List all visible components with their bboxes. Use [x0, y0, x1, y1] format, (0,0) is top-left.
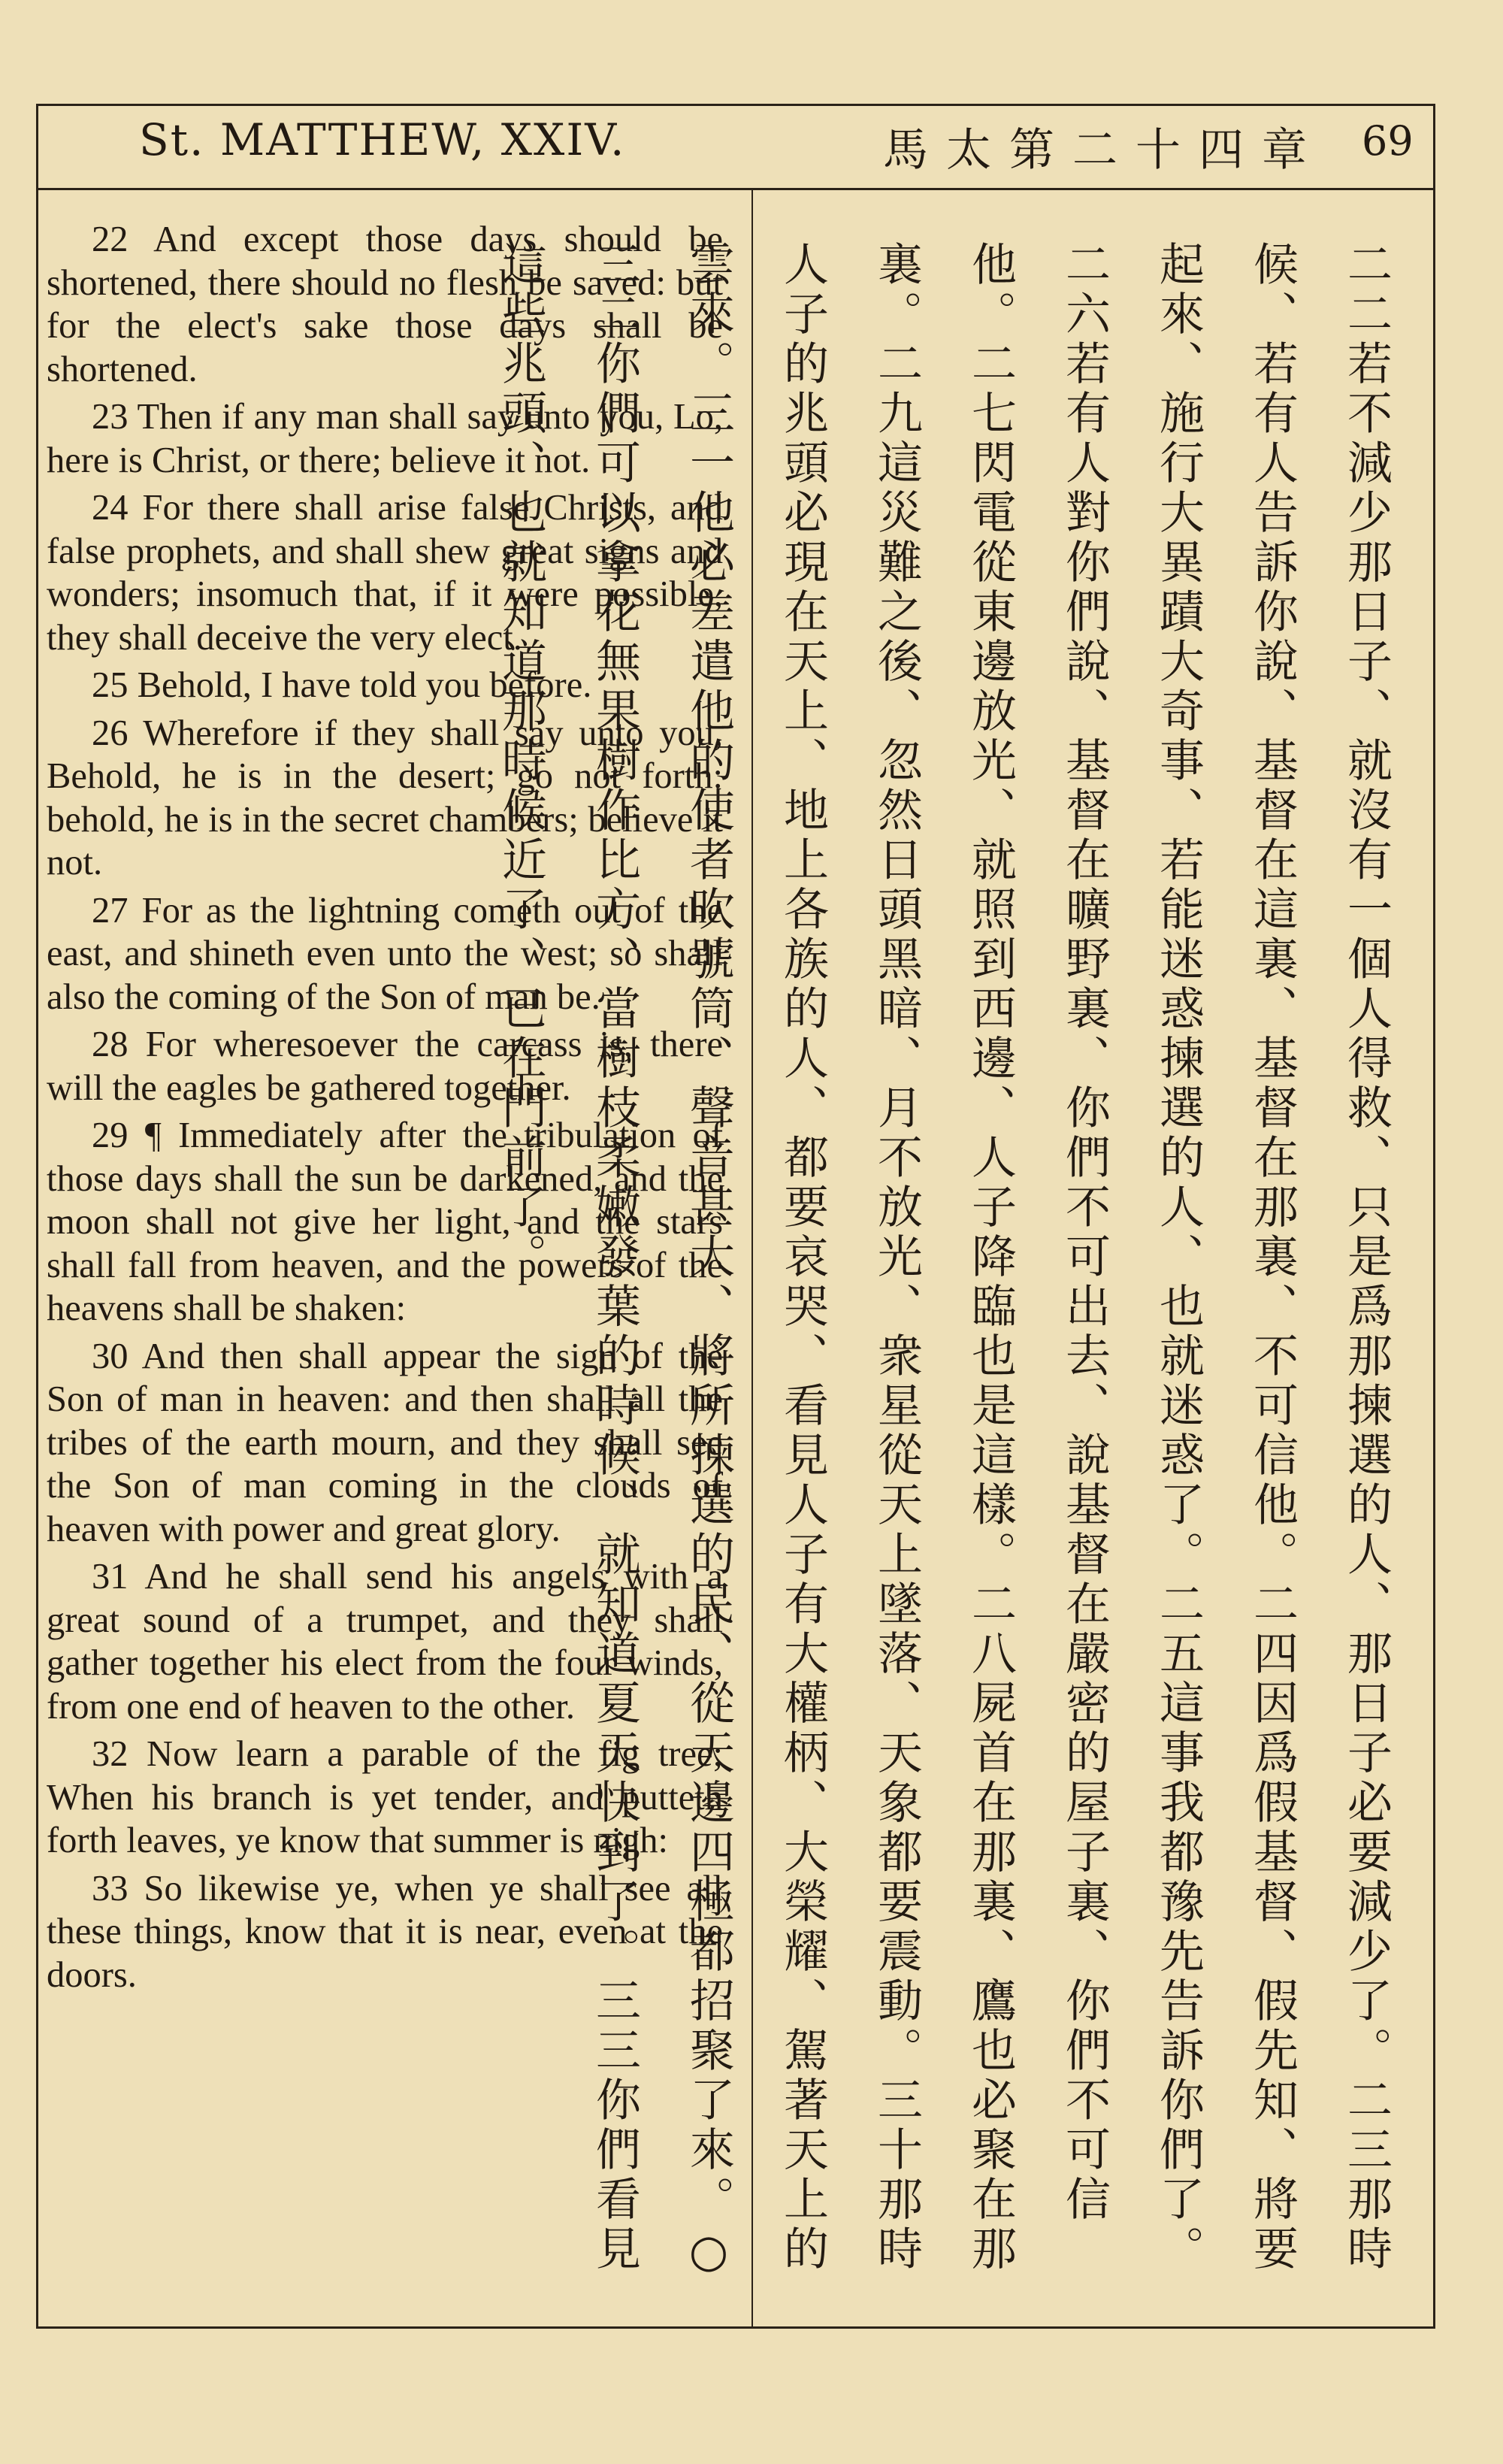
chinese-column: 二二若不減少那日子、就沒有一個人得救、只是爲那揀選的人、那日子必要減少了。二三那時候、若有人告訴你說、基督在這裏、基督在那裏、不可信他。二四因爲假基督、假先知、將要起來、施行大異蹟大奇事、若能迷惑揀選的人、也就迷惑了。二五這事我都豫先告訴你們了。二六若有人對你們說、基督在曠野裏、你們不可出去、說基督在嚴密的屋子裏、你們不可信他。二七閃電從東邊放光、就照到西邊、人子降臨也是這樣。二八屍首在那裏、鷹也必聚在那裏。二九這災難之後、忽然日頭黑暗、月不放光、衆星從天上墜落、天象都要震動。三十那時人子的兆頭必現在天上、地上各族的人、都要哀哭、看見人子有大權柄、大榮耀、駕著天上的雲來。三一他必差遣他的使者吹號筒、聲音甚大、將所揀選的民、從天邊四極都招聚了來。○三二你們可以拿花無果樹作比方、當樹枝柔嫩發葉的時候、就知道夏天快到了。三三你們看見這些兆頭、也就知道那時候近了、已在門前了。 — [494, 241, 1393, 2282]
verse-26: 26 Wherefore if they shall say unto you, Behold, he is in the desert; go not forth: behold, he is in the secret chambers; believe it not. — [47, 713, 723, 882]
verse-25: 25 Behold, I have told you before. — [92, 665, 592, 705]
header-rule — [36, 188, 1435, 190]
verse-32: 32 Now learn a parable of the fig tree; When his branch is yet tender, and putteth forth leaves, ye know that summer is nigh: — [47, 1734, 723, 1860]
running-head-english: St. MATTHEW, XXIV. — [139, 114, 626, 165]
running-head-chinese: 馬太第二十四章 — [883, 124, 1325, 177]
verse-28: 28 For wheresoever the carcass is, there will the eagles be gathered together. — [47, 1025, 723, 1108]
verse-31: 31 And he shall send his angels with a great sound of a trumpet, and they shall gather together his elect from the four winds, from one end of heaven to the other. — [47, 1557, 723, 1727]
verse-29: 29 ¶ Immediately after the tribulation of those days shall the sun be darkened, and the moon shall not give her light, and the stars shall fall from heaven, and the powers of the heavens shall be shaken: — [47, 1115, 723, 1328]
verse-27: 27 For as the lightning cometh out of the east, and shineth even unto the west; so shall also the coming of the Son of man be. — [47, 890, 723, 1017]
page-number: 69 — [1362, 117, 1414, 165]
verse-23: 23 Then if any man shall say unto you, Lo, here is Christ, or there; believe it not. — [47, 397, 723, 480]
verse-22: 22 And except those days should be shortened, there should no flesh be saved: but for the elect's sake those days shall be shortened. — [47, 219, 723, 389]
verse-24: 24 For there shall arise false Christs, and false prophets, and shall shew great signs and wonders; insomuch that, if it were possible, they shall deceive the very elect. — [47, 488, 723, 658]
verse-33: 33 So likewise ye, when ye shall see all these things, know that it is near, even at the doors. — [47, 1868, 723, 1995]
verse-30: 30 And then shall appear the sign of the Son of man in heaven: and then shall all the tribes of the earth mourn, and they shall see the Son of man coming in the clouds of heaven with power and great glory. — [47, 1336, 723, 1549]
